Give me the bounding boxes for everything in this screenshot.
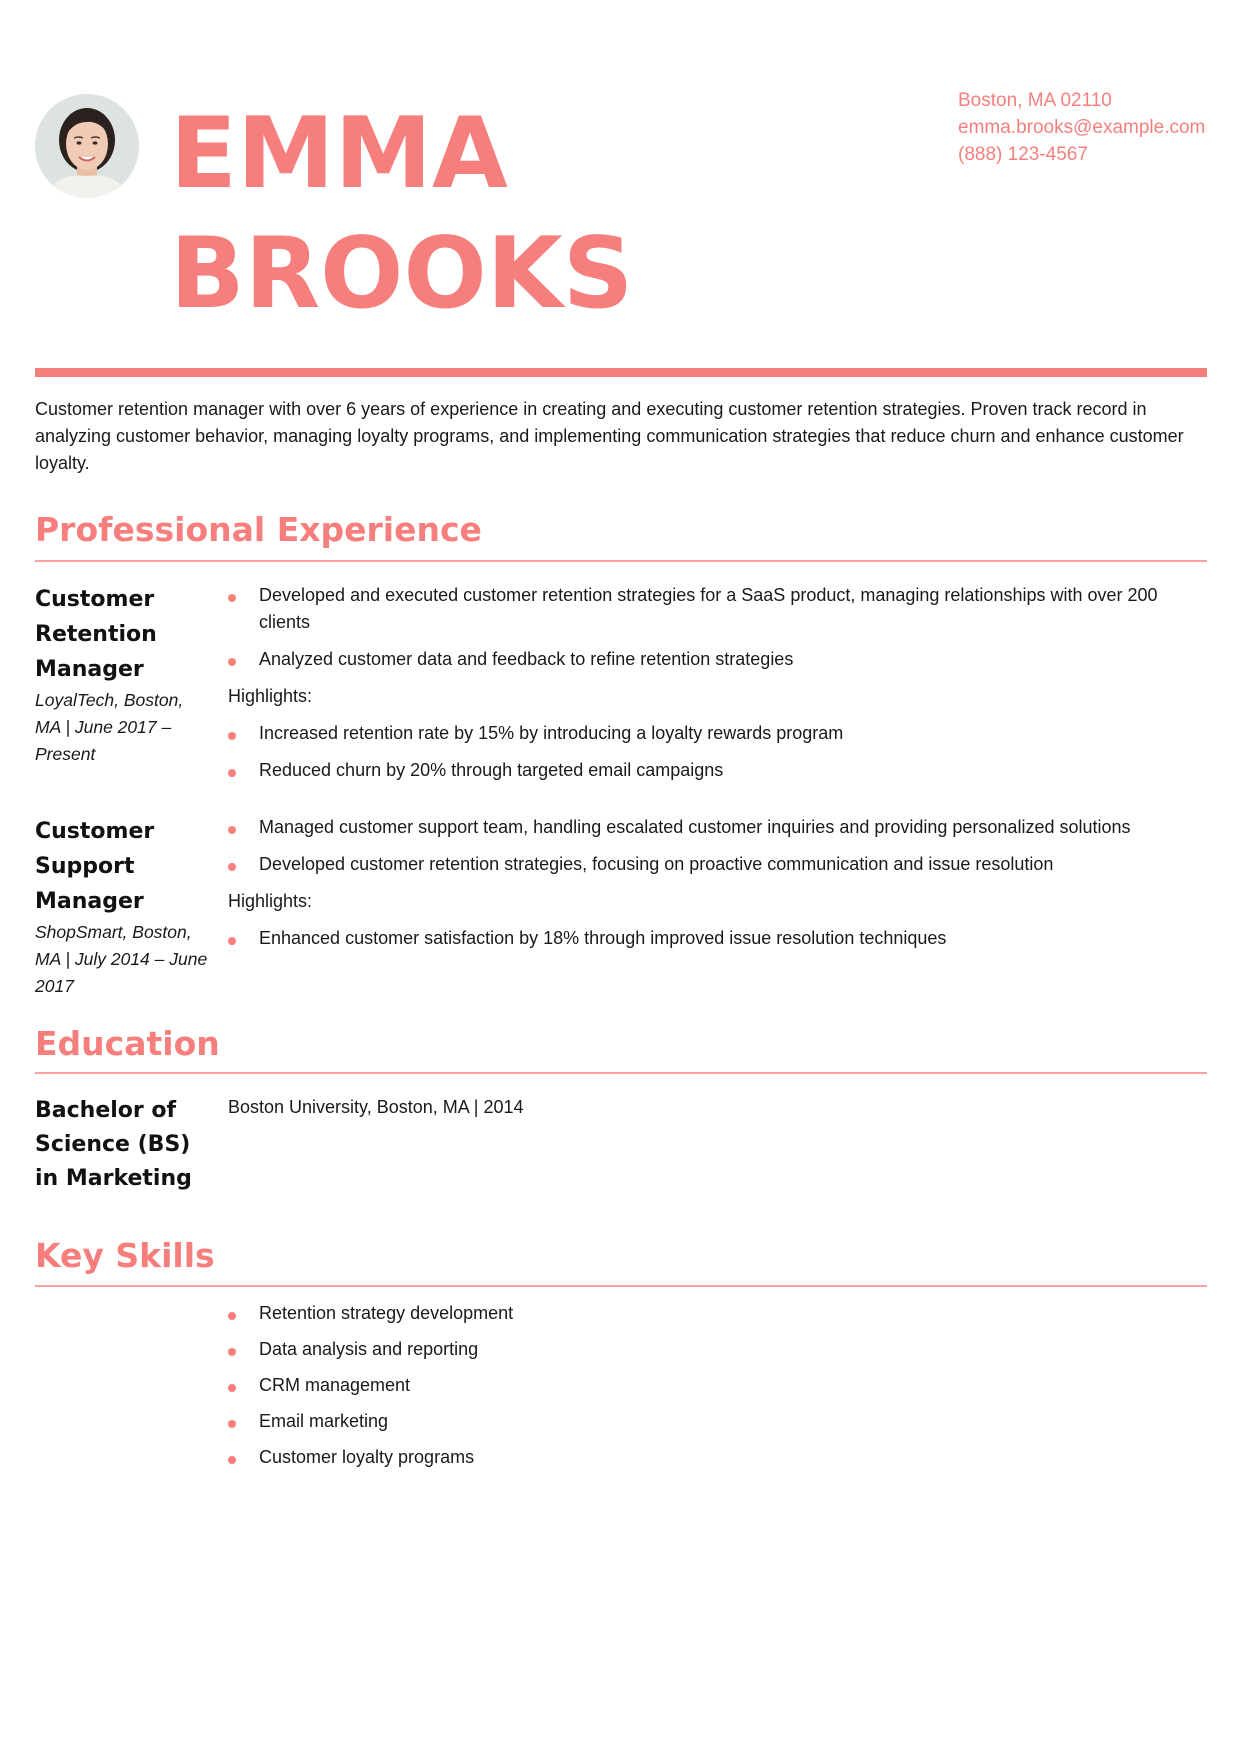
list-item	[228, 1444, 1207, 1471]
bullet-dot-icon	[228, 1420, 236, 1428]
highlights-label: Highlights:	[228, 891, 313, 911]
job-highlights	[228, 720, 1207, 784]
bullet-dot-icon	[228, 1456, 236, 1464]
job-bullets	[228, 582, 1207, 673]
resume-page	[35, 0, 1207, 1756]
job-bullets	[228, 814, 1207, 878]
avatar	[35, 94, 139, 198]
list-item	[228, 1408, 1207, 1435]
highlights-label: Highlights:	[228, 686, 313, 706]
skill-text: Data analysis and reporting	[259, 1339, 479, 1359]
bullet-text: Developed customer retention strategies, focusing on proactive communication and issue resolution	[259, 854, 1054, 874]
profile-summary: Customer retention manager with over 6 years of experience in creating and executing customer retention strategies. Proven track record in analyzing customer behavior, managing loyalty programs, and implementing communication strategies that reduce churn and enhance customer loyalty.	[35, 399, 1184, 473]
education-details	[228, 1094, 1207, 1121]
job-highlights	[228, 925, 1207, 952]
list-item	[228, 646, 1207, 673]
skills-list	[228, 1300, 1207, 1471]
bullet-text: Developed and executed customer retention strategies for a SaaS product, managing relationships with over 200 clients	[259, 585, 1158, 632]
skill-text: CRM management	[259, 1375, 411, 1395]
list-item	[228, 814, 1207, 841]
list-item	[228, 1372, 1207, 1399]
bullet-dot-icon	[228, 1384, 236, 1392]
contact-email[interactable]: emma.brooks@example.com	[958, 117, 1206, 138]
header-divider	[35, 368, 1207, 377]
skills-list-column	[228, 1300, 1207, 1480]
bullet-dot-icon	[228, 658, 236, 666]
bullet-dot-icon	[228, 826, 236, 834]
list-item	[228, 1300, 1207, 1327]
bullet-dot-icon	[228, 769, 236, 777]
job-details	[228, 814, 1207, 962]
section-divider-experience	[35, 560, 1207, 562]
job-details	[228, 582, 1207, 794]
skill-text: Customer loyalty programs	[259, 1447, 475, 1467]
skill-text: Email marketing	[259, 1411, 389, 1431]
job-title: Customer Retention Manager	[35, 587, 157, 682]
bullet-dot-icon	[228, 1348, 236, 1356]
section-divider-education	[35, 1072, 1207, 1074]
bullet-dot-icon	[228, 1312, 236, 1320]
list-item	[228, 582, 1207, 636]
bullet-dot-icon	[228, 863, 236, 871]
candidate-name	[170, 94, 633, 334]
bullet-dot-icon	[228, 732, 236, 740]
job-info	[35, 582, 210, 768]
contact-phone[interactable]: (888) 123-4567	[958, 144, 1088, 165]
bullet-dot-icon	[228, 594, 236, 602]
list-item	[228, 851, 1207, 878]
bullet-dot-icon	[228, 937, 236, 945]
job-title: Customer Support Manager	[35, 819, 155, 914]
bullet-text: Increased retention rate by 15% by introducing a loyalty rewards program	[259, 723, 844, 743]
contact-location: Boston, MA 02110	[958, 90, 1112, 111]
list-item	[228, 925, 1207, 952]
section-title-education: Education	[35, 1024, 220, 1063]
job-meta: LoyalTech, Boston, MA | June 2017 – Present	[35, 690, 184, 764]
bullet-text: Analyzed customer data and feedback to refine retention strategies	[259, 649, 794, 669]
skill-text: Retention strategy development	[259, 1303, 514, 1323]
section-title-experience: Professional Experience	[35, 510, 482, 549]
bullet-text: Enhanced customer satisfaction by 18% through improved issue resolution techniques	[259, 928, 947, 948]
job-meta: ShopSmart, Boston, MA | July 2014 – June 2017	[35, 922, 208, 996]
bullet-text: Reduced churn by 20% through targeted email campaigns	[259, 760, 724, 780]
first-name: EMMA	[170, 97, 508, 211]
list-item	[228, 720, 1207, 747]
section-divider-skills	[35, 1285, 1207, 1287]
section-title-skills: Key Skills	[35, 1236, 215, 1275]
list-item	[228, 1336, 1207, 1363]
last-name: BROOKS	[170, 217, 634, 331]
bullet-text: Managed customer support team, handling escalated customer inquiries and providing personalized solutions	[259, 817, 1131, 837]
education-degree: Bachelor of Science (BS) in Marketing	[35, 1098, 192, 1191]
avatar-portrait-icon	[35, 94, 139, 198]
resume-header	[35, 0, 1207, 370]
contact-block	[958, 87, 1205, 168]
education-school: Boston University, Boston, MA | 2014	[228, 1097, 524, 1117]
education-degree-column	[35, 1094, 210, 1196]
job-info	[35, 814, 210, 1000]
list-item	[228, 757, 1207, 784]
